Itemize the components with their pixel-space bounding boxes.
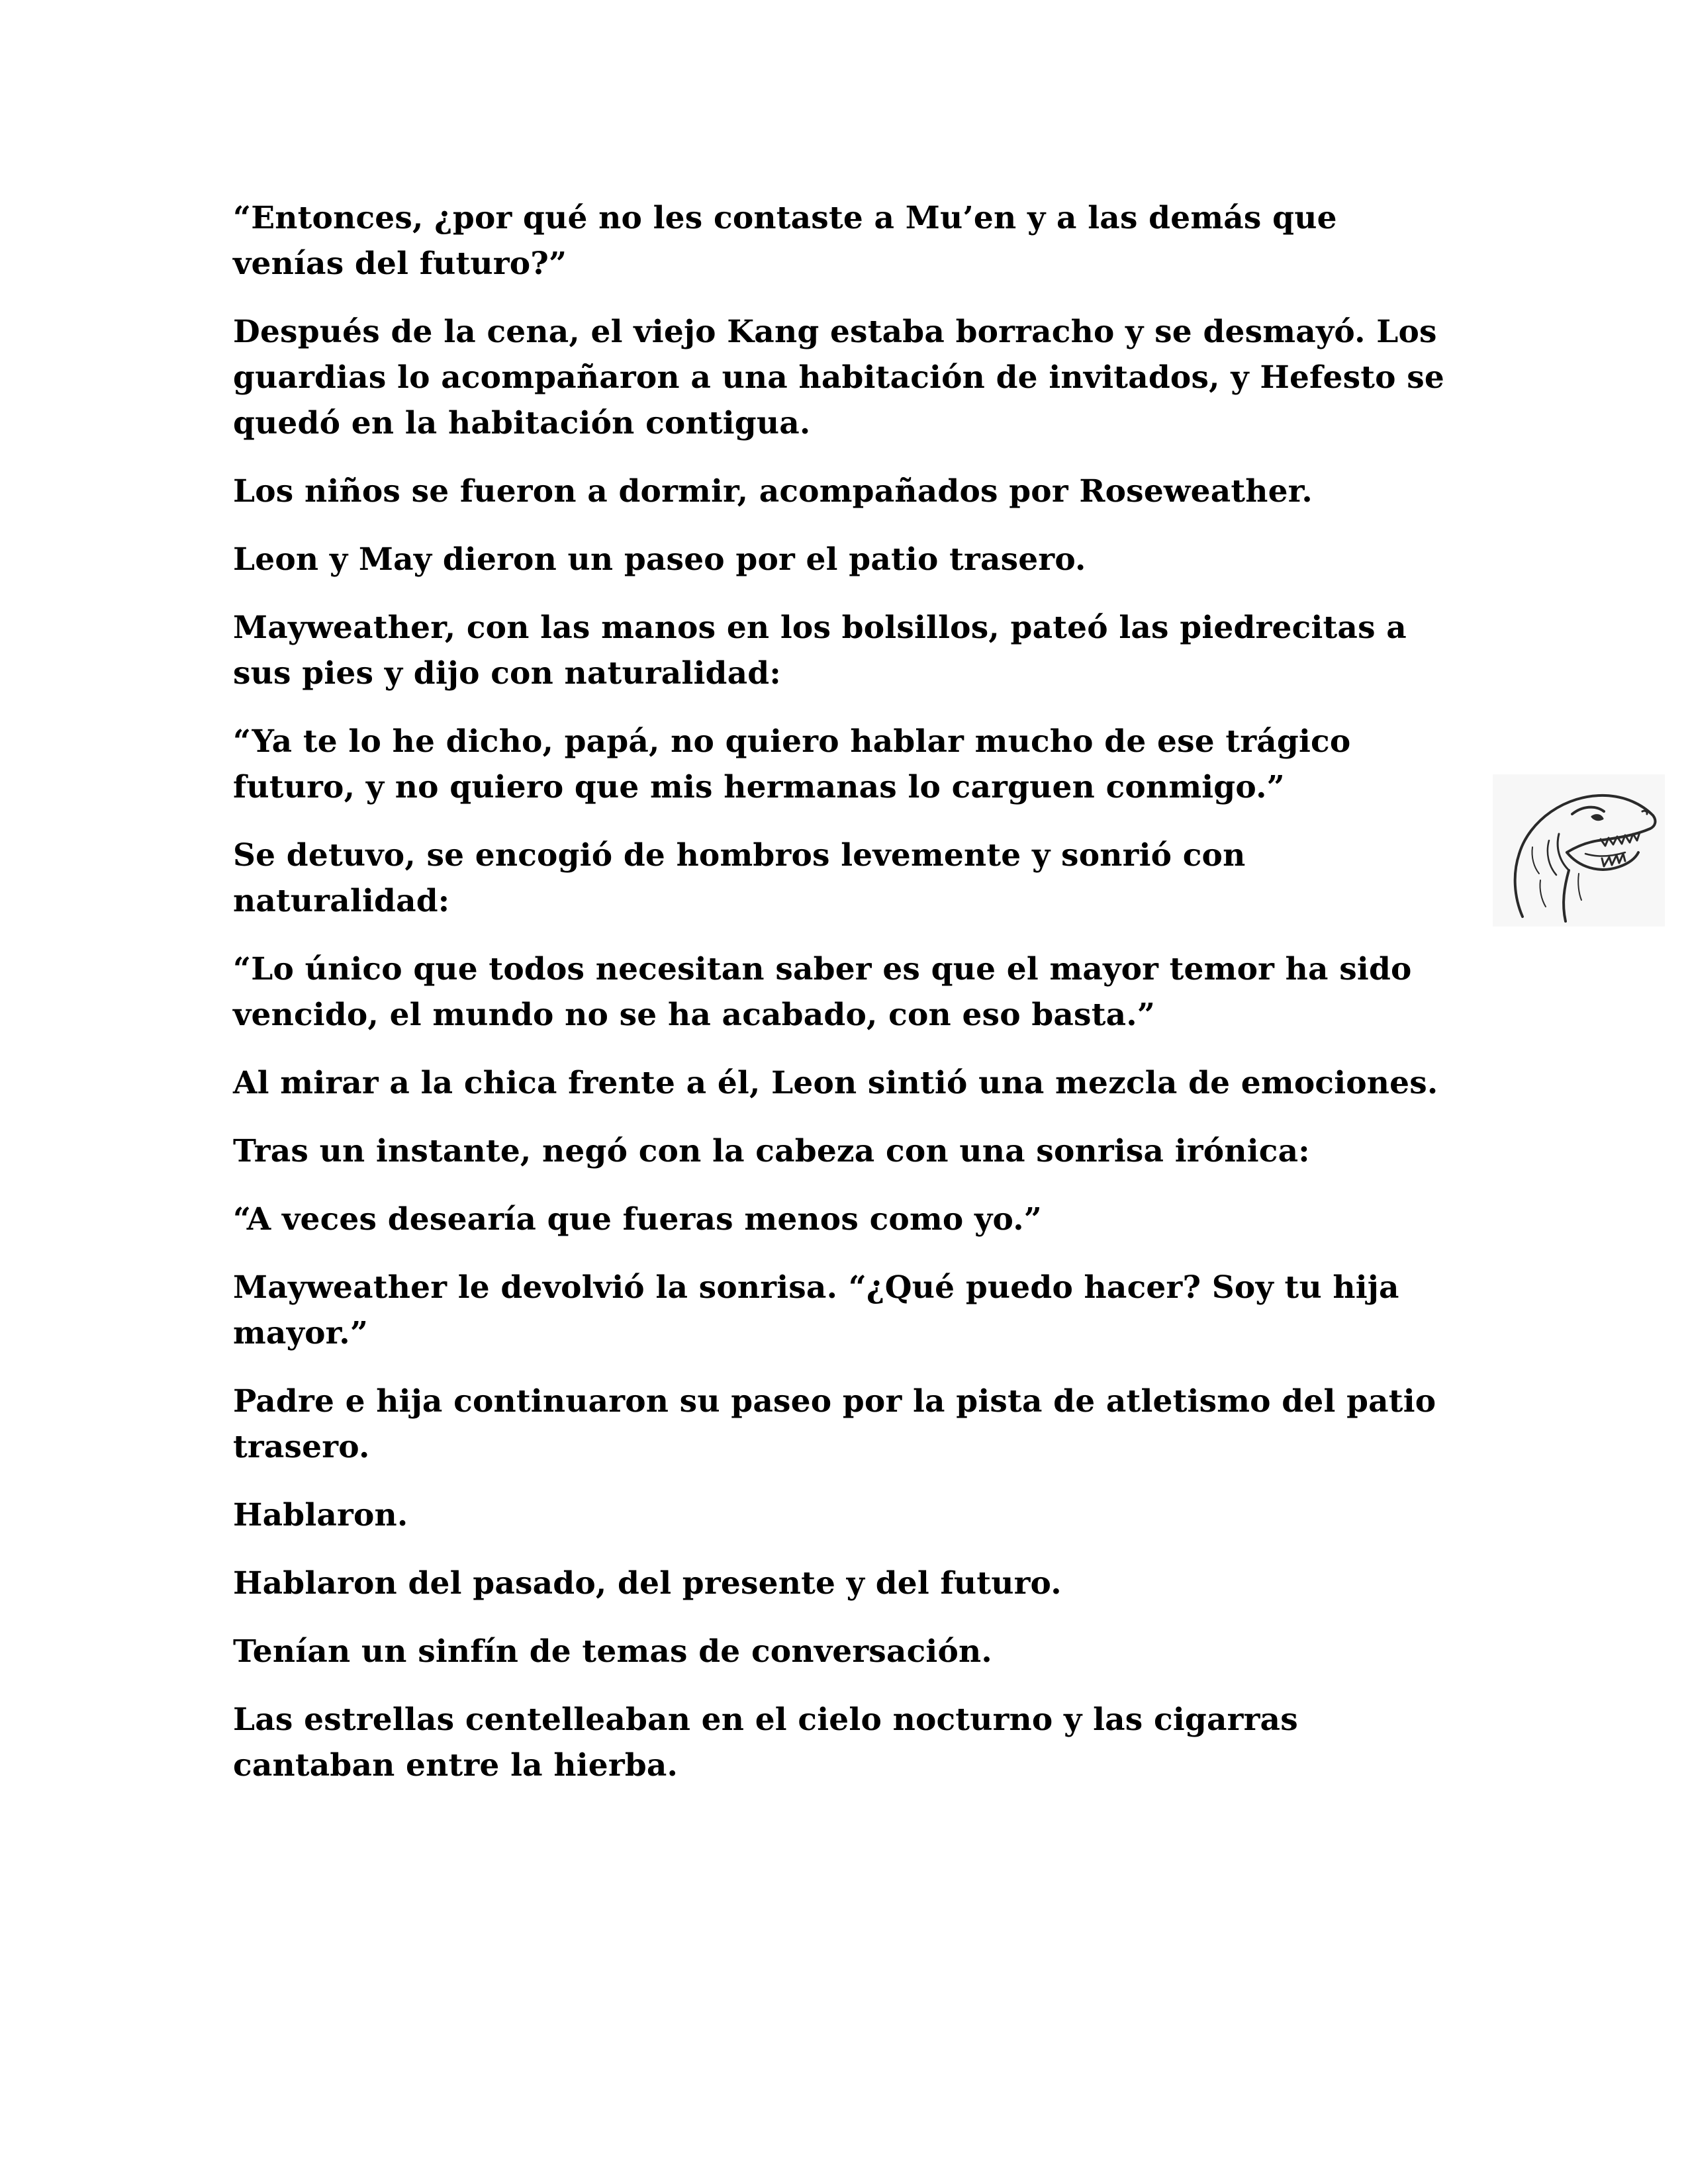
paragraph: “A veces desearía que fueras menos como yo.” bbox=[233, 1201, 1043, 1238]
paragraph: Hablaron del pasado, del presente y del futuro. bbox=[233, 1565, 1062, 1602]
dinosaur-head-icon bbox=[1493, 774, 1665, 927]
paragraph: Tras un instante, negó con la cabeza con una sonrisa irónica: bbox=[233, 1133, 1310, 1169]
paragraph: Los niños se fueron a dormir, acompañados por Roseweather. bbox=[233, 473, 1313, 510]
paragraph: Leon y May dieron un paseo por el patio trasero. bbox=[233, 541, 1086, 578]
body-text bbox=[233, 195, 1458, 1811]
paragraph: Padre e hija continuaron su paseo por la pista de atletismo del patio trasero. bbox=[233, 1383, 1436, 1465]
paragraph: Después de la cena, el viejo Kang estaba borracho y se desmayó. Los guardias lo acompañaron a una habitación de invitados, y Hefesto se quedó en la habitación contigua. bbox=[233, 314, 1445, 441]
paragraph: Se detuvo, se encogió de hombros levemente y sonrió con naturalidad: bbox=[233, 837, 1246, 919]
paragraph: “Lo único que todos necesitan saber es que el mayor temor ha sido vencido, el mundo no se ha acabado, con eso basta.” bbox=[233, 951, 1412, 1033]
paragraph: “Entonces, ¿por qué no les contaste a Mu’en y a las demás que venías del futuro?” bbox=[233, 200, 1337, 282]
paragraph: Hablaron. bbox=[233, 1497, 408, 1533]
paragraph: Las estrellas centelleaban en el cielo nocturno y las cigarras cantaban entre la hierba. bbox=[233, 1702, 1298, 1784]
paragraph: Al mirar a la chica frente a él, Leon sintió una mezcla de emociones. bbox=[233, 1065, 1438, 1101]
paragraph: Mayweather, con las manos en los bolsillos, pateó las piedrecitas a sus pies y dijo con naturalidad: bbox=[233, 610, 1407, 692]
paragraph: Tenían un sinfín de temas de conversación. bbox=[233, 1633, 992, 1670]
paragraph: Mayweather le devolvió la sonrisa. “¿Qué puedo hacer? Soy tu hija mayor.” bbox=[233, 1269, 1399, 1351]
paragraph: “Ya te lo he dicho, papá, no quiero hablar mucho de ese trágico futuro, y no quiero que mis hermanas lo carguen conmigo.” bbox=[233, 723, 1351, 805]
